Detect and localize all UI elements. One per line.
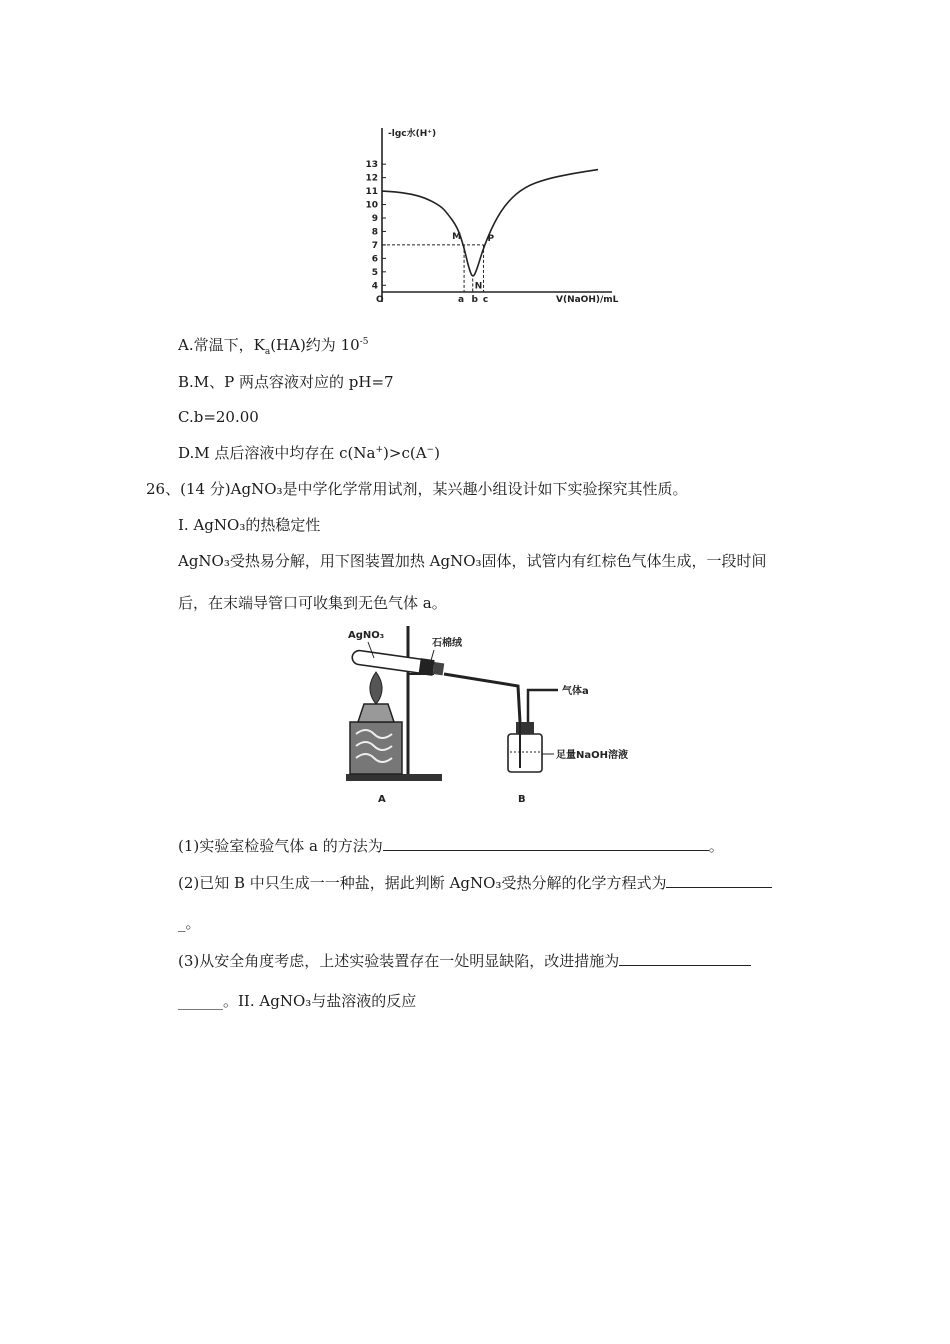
gas-a-label: 气体a [562, 686, 589, 697]
flame [370, 672, 382, 704]
stopper [433, 662, 445, 675]
y-tick-label: 11 [365, 187, 378, 198]
delivery-tube [444, 674, 520, 722]
y-tick-label: 6 [371, 254, 378, 265]
option-c: C.b=20.00 [178, 408, 259, 426]
part-1-heading: I. AgNO₃的热稳定性 [178, 516, 321, 534]
option-d: D.M 点后溶液中均存在 c(Na+)>c(A−) [178, 444, 440, 462]
y-tick-label: 13 [365, 160, 378, 171]
x-tick-label: c [482, 295, 489, 305]
option-a: A.常温下，$K_a(HA)$约为 $10^{-5}$ [178, 336, 369, 357]
answer-blank-1[interactable] [383, 836, 709, 851]
bottle-b [508, 734, 542, 772]
sub-question-3-end: ______。II. AgNO₃与盐溶液的反应 [178, 992, 417, 1010]
y-axis-label: -lgc水(H⁺) [388, 129, 437, 139]
sub-question-2: (2)已知 B 中只生成一一种盐，据此判断 AgNO₃受热分解的化学方程式为 [178, 873, 772, 893]
bottle-neck [516, 722, 534, 734]
label-a: A [378, 794, 386, 805]
answer-blank-3[interactable] [619, 951, 751, 966]
option-b: B.M、P 两点容液对应的 pH=7 [178, 373, 394, 391]
x-tick-label: a [458, 295, 465, 305]
label-b: B [518, 794, 526, 805]
question-26-title: 26、(14 分)AgNO₃是中学化学常用试剂，某兴趣小组设计如下实验探究其性质。 [146, 480, 688, 498]
y-tick-label: 9 [371, 214, 378, 224]
sub-question-1: (1)实验室检验气体 a 的方法为 。 [178, 837, 724, 855]
y-tick-label: 10 [365, 200, 378, 211]
y-tick-label: 7 [371, 240, 378, 251]
ph-titration-chart [360, 122, 620, 314]
asbestos-plug [419, 658, 435, 676]
agno3-label: AgNO₃ [348, 630, 385, 641]
y-tick-label: 8 [371, 227, 378, 238]
stand-base [346, 774, 442, 781]
origin-label: O [376, 295, 384, 305]
asbestos-label: 石棉绒 [432, 638, 462, 649]
description-line-2: 后，在末端导管口可收集到无色气体 a。 [178, 594, 447, 612]
x-tick-label: b [471, 295, 478, 305]
point-label: P [487, 233, 495, 244]
lamp-neck [358, 704, 394, 722]
answer-blank-2[interactable] [666, 873, 772, 888]
y-tick-label: 5 [371, 267, 378, 278]
y-tick-label: 12 [365, 173, 378, 184]
titration-curve [382, 170, 598, 276]
description-line-1: AgNO₃受热易分解，用下图装置加热 AgNO₃固体，试管内有红棕色气体生成，一段时间 [178, 552, 767, 570]
sub-question-2-end: _。 [178, 914, 201, 932]
y-tick-label: 4 [371, 281, 378, 292]
naoh-label: 足量NaOH溶液 [556, 750, 628, 761]
apparatus-diagram [328, 622, 658, 812]
point-label: M [452, 231, 462, 242]
x-axis-label: V(NaOH)/mL [556, 295, 619, 305]
point-label: N [474, 281, 483, 292]
sub-question-3: (3)从安全角度考虑，上述实验装置存在一处明显缺陷，改进措施为 [178, 951, 751, 971]
